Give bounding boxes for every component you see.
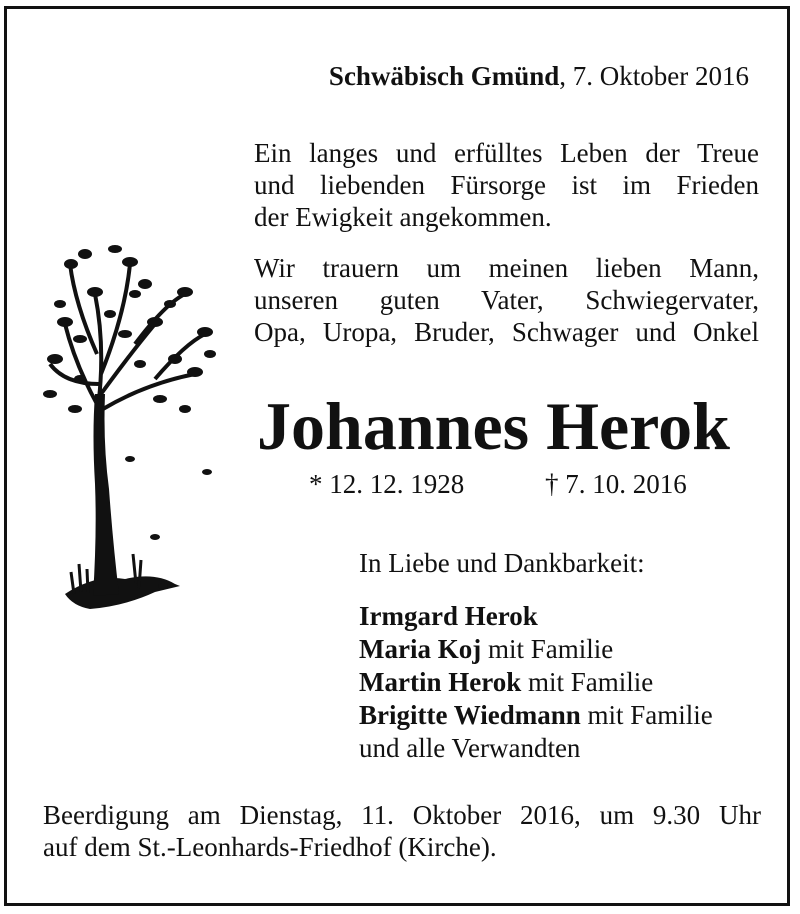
funeral-info — [43, 799, 761, 863]
funeral-line: auf dem St.-Leonhards-Friedhof (Kirche). — [43, 832, 497, 862]
member-suffix: mit Familie — [481, 634, 614, 664]
mourning-line: Wir trauern um meinen lieben Mann, — [254, 253, 759, 283]
intro-line: der Ewigkeit angekommen. — [254, 202, 552, 232]
family-block — [359, 547, 713, 765]
member-suffix: mit Familie — [580, 700, 713, 730]
intro-line: und liebenden Fürsorge ist im Frieden — [254, 170, 759, 200]
intro-line: Ein langes und erfülltes Leben der Treue — [254, 138, 759, 168]
place-name: Schwäbisch Gmünd — [328, 61, 560, 91]
notice-date: , 7. Oktober 2016 — [559, 61, 749, 91]
place-date — [329, 61, 749, 92]
member-name: Martin Herok — [359, 667, 522, 697]
obituary-notice — [4, 6, 790, 906]
mourning-paragraph — [254, 252, 759, 348]
mourning-line: Opa, Uropa, Bruder, Schwager und Onkel — [254, 317, 759, 347]
family-member — [359, 600, 713, 633]
deceased-name: Johannes Herok — [257, 388, 730, 464]
member-name: Irmgard Herok — [359, 601, 538, 631]
funeral-line: Beerdigung am Dienstag, 11. Oktober 2016, um 9.30 Uhr — [43, 800, 761, 830]
family-member — [359, 666, 713, 699]
birth-date: * 12. 12. 1928 — [309, 469, 465, 499]
family-closing: und alle Verwandten — [359, 733, 581, 763]
intro-paragraph — [254, 137, 759, 233]
member-suffix: mit Familie — [521, 667, 654, 697]
family-member — [359, 699, 713, 732]
member-name: Maria Koj — [359, 634, 482, 664]
family-member — [359, 633, 713, 666]
member-name: Brigitte Wiedmann — [359, 700, 581, 730]
tree-silhouette-icon — [35, 234, 235, 624]
mourning-line: unseren guten Vater, Schwiegervater, — [254, 285, 759, 315]
family-intro: In Liebe und Dankbarkeit: — [359, 548, 645, 578]
death-date: † 7. 10. 2016 — [545, 469, 687, 499]
